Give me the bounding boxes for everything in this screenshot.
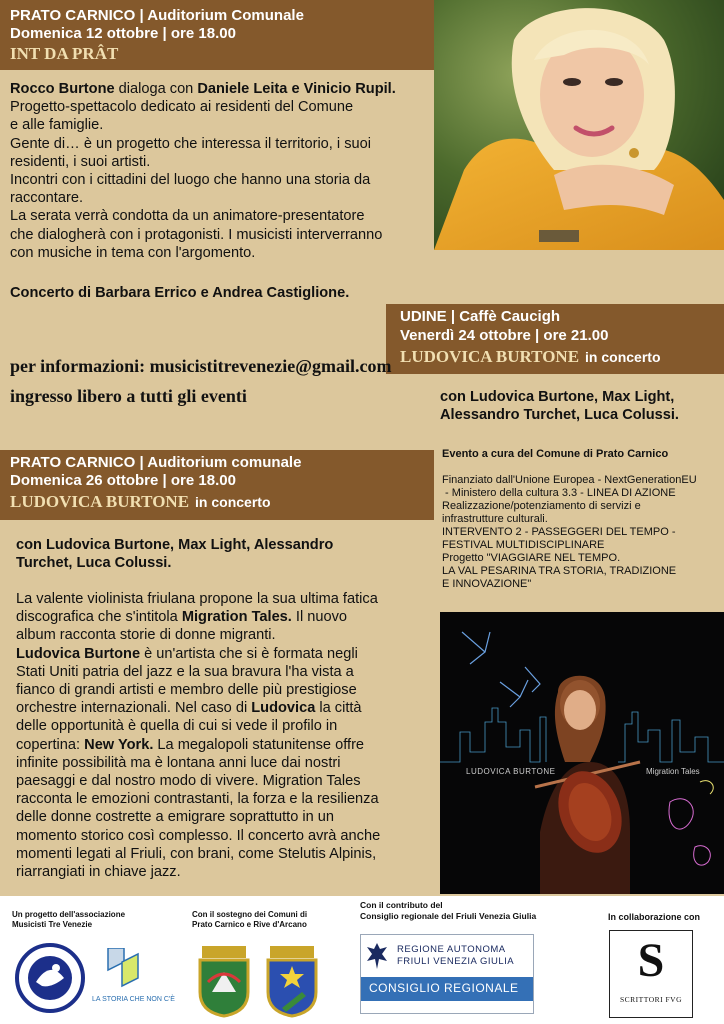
footer-col2-line2: Prato Carnico e Rive d'Arcano [192, 920, 307, 929]
footer-col2-line1: Con il sostegno dei Comuni di [192, 910, 308, 919]
event3-date: Domenica 26 ottobre | ore 18.00 [10, 472, 236, 489]
credits-line: Progetto "VIAGGIARE NEL TEMPO. [442, 552, 621, 564]
footer-col3-line1: Con il contributo del [360, 900, 443, 910]
event2-performers-line1: con Ludovica Burtone, Max Light, [440, 389, 675, 405]
event3-performers-line2: Turchet, Luca Colussi. [16, 555, 172, 572]
event3-title: LUDOVICA BURTONE [10, 492, 190, 511]
event1-title: INT DA PRÂT [10, 44, 119, 63]
event1-intro-guests: Daniele Leita e Vinicio Rupil. [197, 81, 396, 97]
footer-col4-text: In collaborazione con [608, 912, 701, 922]
event3-performers-line1: con Ludovica Burtone, Max Light, Alessandro [16, 537, 334, 553]
info-contact: per informazioni: musicistitrevenezie@gmail.com [10, 356, 392, 376]
credits-line: FESTIVAL MULTIDISCIPLINARE [442, 539, 605, 551]
event1-location: PRATO CARNICO | Auditorium Comunale [10, 7, 304, 24]
credits-line: Finanziato dall'Unione Europea - NextGenerationEU [442, 474, 697, 486]
event1-intro [10, 80, 430, 98]
event3-desc-line: infinite possibilità ma è lontana anni luce dai nostri [16, 754, 341, 771]
event3-desc-line [16, 699, 432, 717]
event2-suffix: in concerto [585, 349, 661, 365]
event2-date: Venerdì 24 ottobre | ore 21.00 [400, 327, 609, 344]
credits-line: infrastrutture culturali. [442, 513, 548, 525]
artist-short-inline: Ludovica [251, 700, 316, 717]
rive-arcano-crest [262, 942, 322, 1018]
musicisti-logo [12, 938, 88, 1014]
consiglio-logo-line3: CONSIGLIO REGIONALE [369, 981, 519, 995]
album-title: Migration Tales [646, 767, 700, 776]
event3-title-row [10, 492, 271, 512]
event1-header [0, 0, 434, 70]
event3-desc-line: paesaggi e dal nostro modo di vivere. Migration Tales [16, 773, 361, 790]
event3-desc-text: discografica che s'intitola [16, 609, 182, 626]
event3-desc-line [16, 645, 432, 663]
consiglio-logo-line2: FRIULI VENEZIA GIULIA [397, 956, 515, 967]
album-title-inline: Migration Tales. [181, 609, 292, 626]
event3-performers [16, 536, 333, 572]
footer-col3-line2: Consiglio regionale del Friuli Venezia Giulia [360, 911, 537, 921]
event1-line: con musiche in tema con l'argomento. [10, 244, 256, 261]
event2-title-row [400, 347, 661, 367]
footer-col1-line2: Musicisti Tre Venezie [12, 920, 93, 929]
event1-concert: Concerto di Barbara Errico e Andrea Castiglione. [10, 285, 350, 301]
event3-desc-line: riarrangiati in chiave jazz. [16, 864, 181, 881]
footer-col2-text [192, 910, 307, 930]
credits-line: E INNOVAZIONE" [442, 578, 532, 590]
credits-body [442, 474, 722, 591]
event3-desc-line: momento storico così complesso. Il concerto avrà anche [16, 827, 381, 844]
credits-line: LA VAL PESARINA TRA STORIA, TRADIZIONE [442, 565, 677, 577]
event2-location: UDINE | Caffè Caucigh [400, 308, 561, 325]
prato-carnico-crest [194, 942, 254, 1018]
artist-name-inline: Ludovica Burtone [16, 645, 141, 662]
event3-desc-line: delle donne costrette a emigrare soprattutto in un [16, 809, 335, 826]
event1-line: Incontri con i cittadini del luogo che hanno una storia da [10, 172, 371, 189]
event3-desc-line: momenti legati al Friuli, con brani, come Stelutis Alpinis, [16, 845, 377, 862]
event2-title: LUDOVICA BURTONE [400, 347, 580, 366]
credits-line: Realizzazione/potenziamento di servizi e [442, 500, 641, 512]
event1-line: Progetto-spettacolo dedicato ai residenti del Comune [10, 99, 354, 116]
event1-intro-name: Rocco Burtone [10, 81, 115, 97]
event3-desc-text: La megalopoli statunitense offre [153, 736, 365, 753]
event3-desc-text: orchestre internazionali. Nel caso di [16, 700, 252, 717]
consiglio-logo-bar [361, 977, 533, 1001]
event3-desc-text: la città [315, 700, 362, 717]
event1-line: raccontare. [10, 190, 84, 207]
footer [0, 896, 724, 1024]
portrait-photo [434, 0, 724, 250]
credits-heading: Evento a cura del Comune di Prato Carnico [442, 448, 669, 460]
storia-logo [104, 948, 140, 992]
consiglio-regionale-logo [360, 934, 534, 1014]
event3-desc-text: copertina: [16, 736, 85, 753]
event3-desc-line: Stati Uniti patria del jazz e la sua bravura l'ha vista a [16, 663, 354, 680]
footer-col3-text [360, 900, 536, 922]
event3-desc-line: fianco di grandi artisti e membro delle più prestigiose [16, 682, 357, 699]
event1-line: che dialogherà con i protagonisti. I musicisti interverranno [10, 226, 383, 243]
eagle-icon [365, 941, 389, 971]
event1-intro-mid: dialoga con [114, 81, 198, 97]
scrittori-logo-mark: S [637, 934, 665, 987]
event1-line: residenti, i suoi artisti. [10, 153, 151, 170]
event1-line: La serata verrà condotta da un animatore-presentatore [10, 208, 365, 225]
event2-performers-line2: Alessandro Turchet, Luca Colussi. [440, 407, 679, 424]
event2-header [386, 304, 724, 374]
event3-desc-line: La valente violinista friulana propone la sua ultima fatica [16, 591, 378, 607]
event2-performers [440, 388, 679, 424]
consiglio-logo-line1: REGIONE AUTONOMA [397, 944, 506, 955]
event1-date: Domenica 12 ottobre | ore 18.00 [10, 25, 236, 42]
event1-line: e alle famiglie. [10, 117, 104, 134]
event1-line: Gente di… è un progetto che interessa il territorio, i suoi [10, 135, 371, 152]
album-cover [440, 612, 724, 894]
footer-col1-text [12, 910, 125, 930]
event3-desc-line: album racconta storie di donne migranti. [16, 627, 276, 644]
credits-line: INTERVENTO 2 - PASSEGGERI DEL TEMPO - [442, 526, 676, 538]
event3-desc-line: delle opportunità è quella di cui si vede il profilo in [16, 718, 338, 735]
event3-header [0, 450, 434, 520]
event3-description [16, 590, 432, 881]
storia-logo-text: LA STORIA CHE NON C'È [92, 996, 175, 1003]
credits-line: - Ministero della cultura 3.3 - LINEA DI AZIONE [442, 487, 676, 499]
event3-desc-text: è un'artista che si è formata negli [140, 645, 358, 662]
event3-location: PRATO CARNICO | Auditorium comunale [10, 454, 302, 471]
event3-desc-line [16, 736, 432, 754]
album-artist: LUDOVICA BURTONE [466, 767, 556, 776]
scrittori-logo-text: SCRITTORI FVG [620, 995, 682, 1004]
info-entry: ingresso libero a tutti gli eventi [10, 386, 247, 406]
event3-desc-text: Il nuovo [291, 609, 348, 626]
scrittori-fvg-logo [609, 930, 693, 1018]
event3-desc-line [16, 608, 432, 626]
city-inline: New York. [84, 736, 154, 753]
event1-body [10, 80, 430, 262]
event3-suffix: in concerto [195, 494, 271, 510]
event3-desc-line: racconta le emozioni contrastanti, la forza e la resilienza [16, 791, 379, 808]
footer-col1-line1: Un progetto dell'associazione [12, 910, 126, 919]
